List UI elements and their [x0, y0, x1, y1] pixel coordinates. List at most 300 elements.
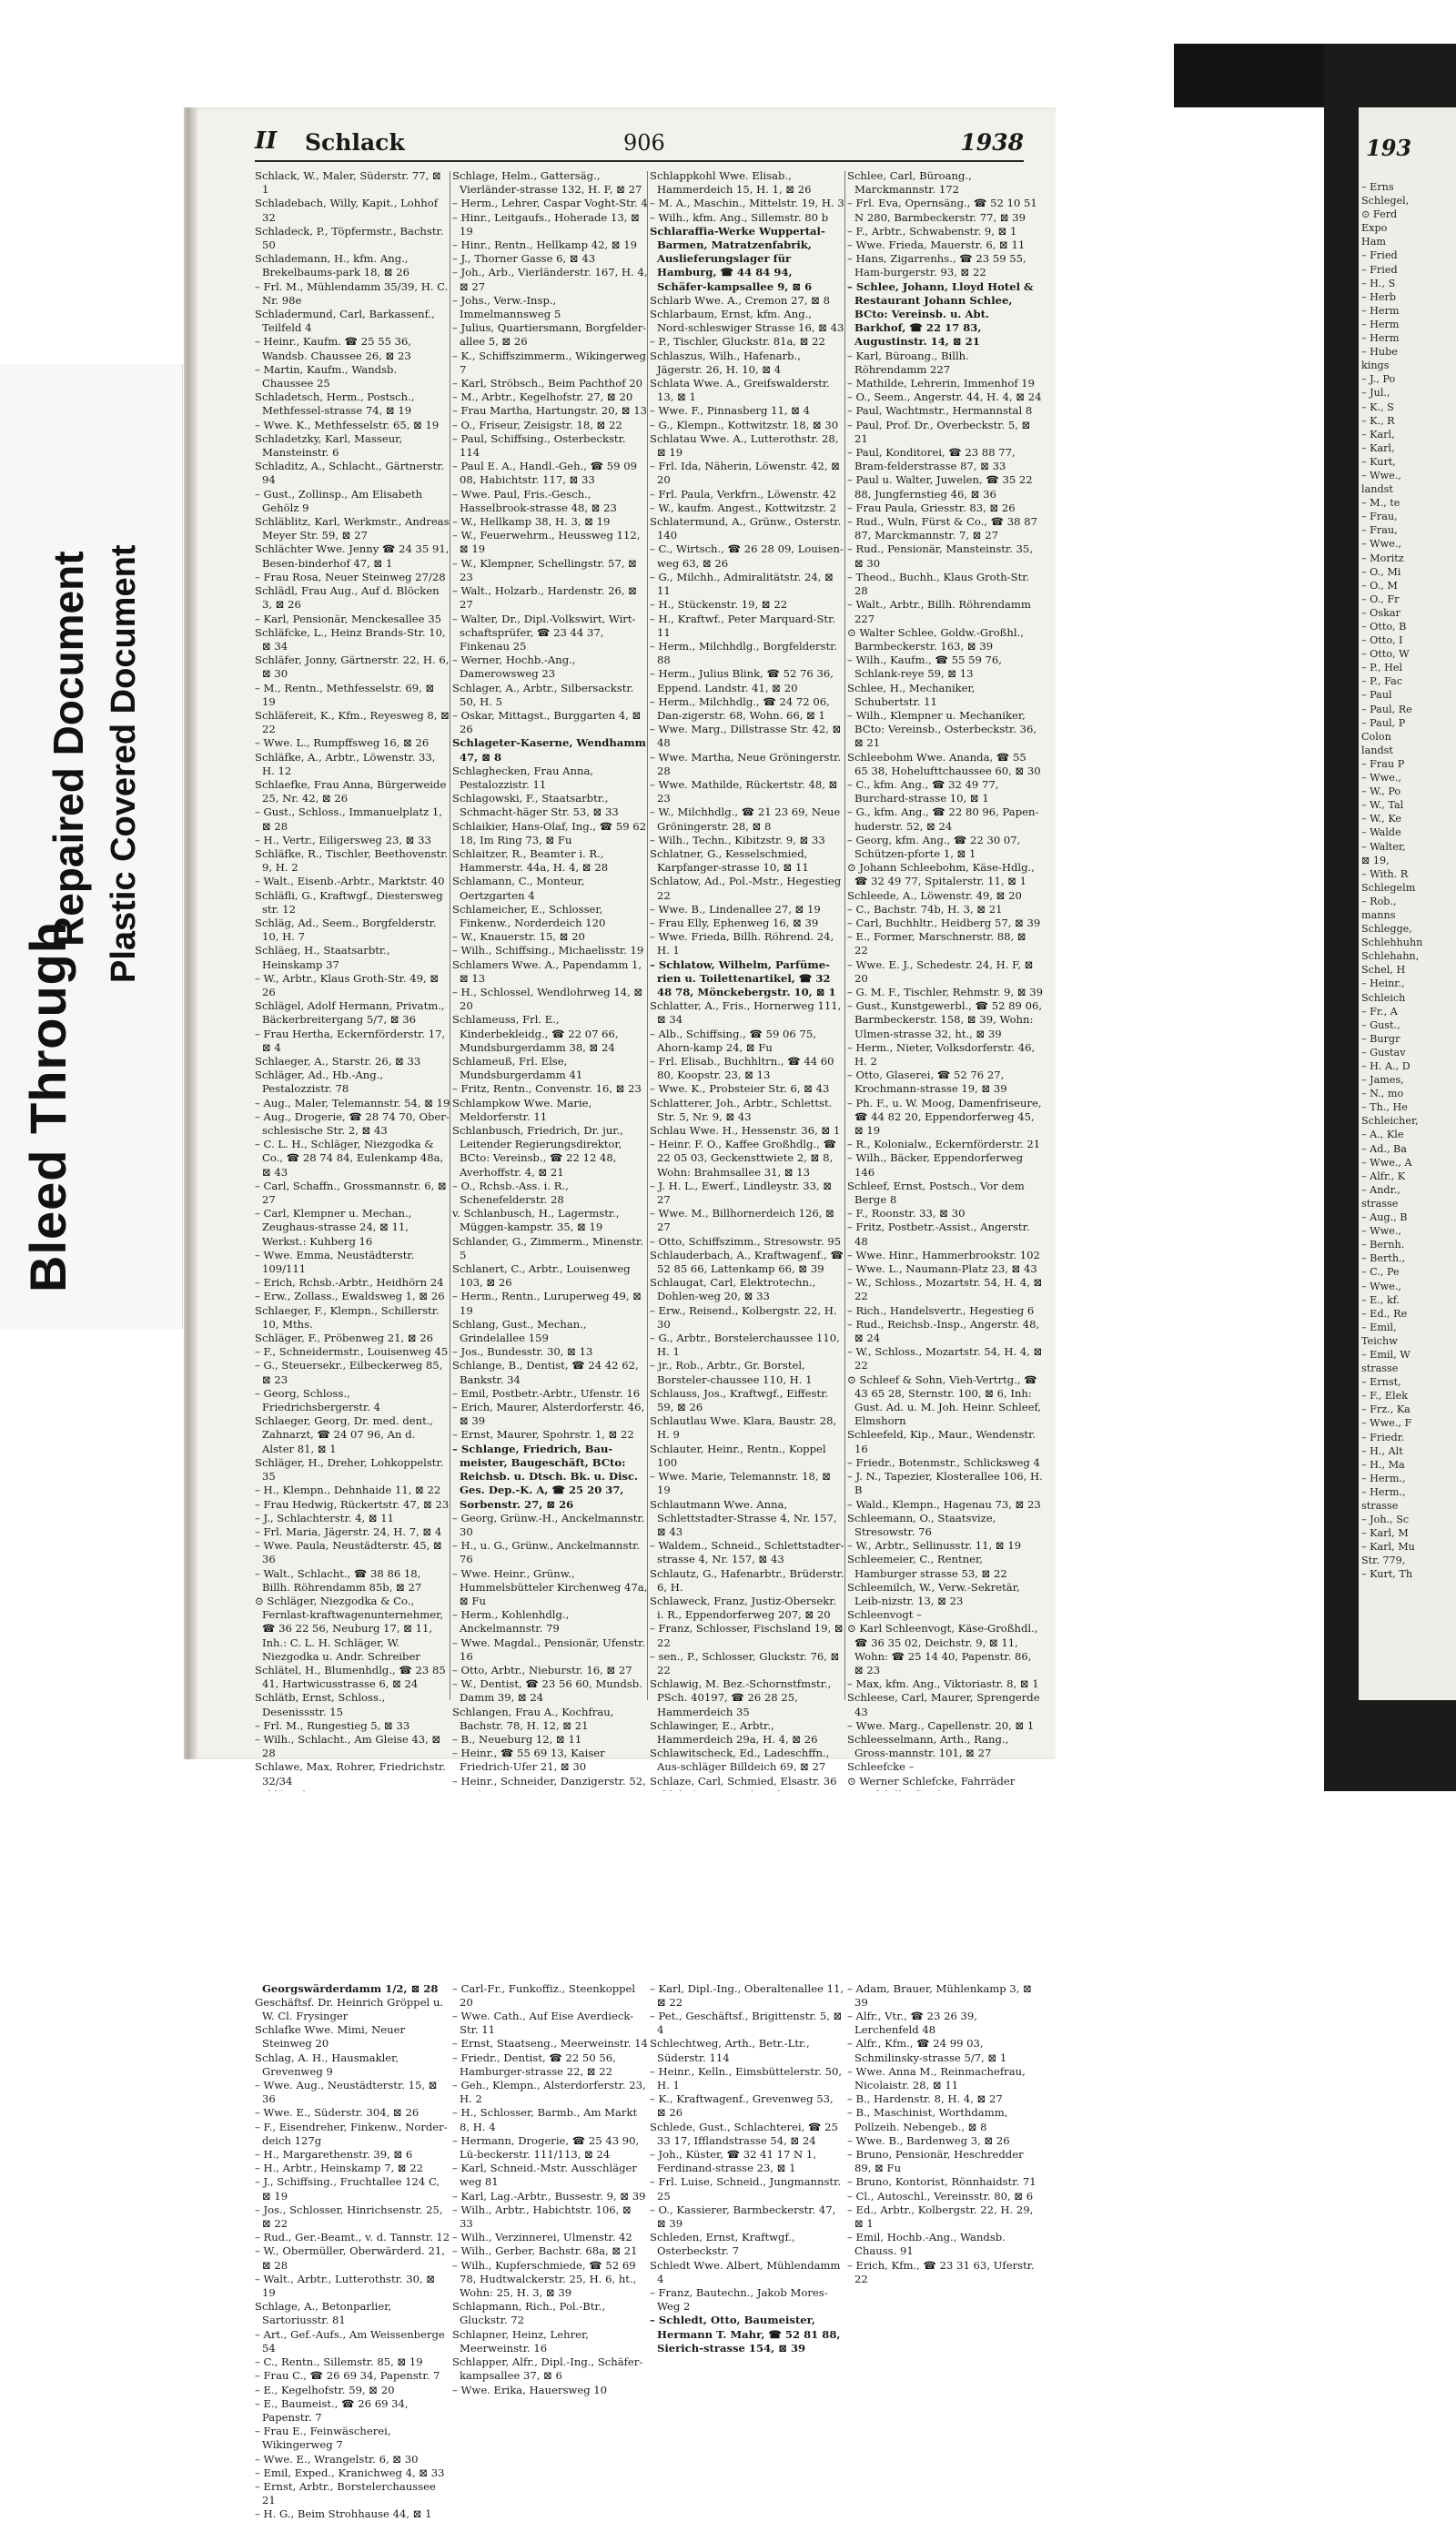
directory-entry: – W., Klempner, Schellingstr. 57, ⊠ 23: [452, 556, 637, 583]
directory-entry: Schläblitz, Karl, Werkmstr., Andreas Meyer Str. 59, ⊠ 27: [255, 515, 450, 542]
directory-page: [184, 107, 1056, 2521]
directory-entry: Schlange, B., Dentist, ☎ 24 42 62, Bankstr. 34: [452, 1359, 639, 1386]
directory-entry: – Wwe. Frieda, Billh. Röhrend. 24, H. 1: [650, 930, 834, 957]
directory-entry: – Wilh., Klempner u. Mechaniker, BCto: Vereinsb., Osterbeckstr. 36, ⊠ 21: [847, 708, 1037, 750]
directory-entry: Schlamers Wwe. A., Papendamm 1, ⊠ 13: [452, 957, 642, 985]
directory-entry: – Wwe. Paul, Fris.-Gesch., Hasselbrook-strasse 48, ⊠ 23: [452, 487, 617, 514]
directory-entry: – Wwe. B., Lindenallee 27, ⊠ 19: [650, 902, 821, 916]
directory-entry: – Walt., Arbtr., Billh. Röhrendamm 227: [847, 598, 1031, 625]
directory-entry: – G., Klempn., Kottwitzstr. 18, ⊠ 30: [650, 418, 839, 431]
directory-entry: – Frau Hedwig, Rückertstr. 47, ⊠ 23: [255, 1497, 450, 1511]
facing-page-line: – Herm.,: [1361, 1485, 1406, 1498]
facing-page-line: – Wwe.,: [1361, 1225, 1401, 1238]
directory-entry: – K., Schiffszimmerm., Wikingerweg 7: [452, 349, 646, 376]
directory-entry: – Bruno, Pensionär, Heschredder 89, ⊠ Fu: [847, 2148, 1024, 2175]
directory-entry: Schlatow, Ad., Pol.-Mstr., Hegestieg 22: [650, 875, 842, 902]
directory-entry: – Hermann, Drogerie, ☎ 25 43 90, Lü-beckerstr. 111/113, ⊠ 24: [452, 2133, 640, 2162]
directory-entry: – Frl. Luise, Schneid., Jungmannstr. 25: [650, 2175, 842, 2203]
directory-entry: ⊙ Werner Schlefcke, Fahrräder: [847, 1774, 1016, 1788]
directory-entry: – Hans, Zigarrenhs., ☎ 23 59 55, Ham-burgerstr. 93, ⊠ 22: [847, 252, 1026, 279]
directory-entry: – F., Schneidermstr., Louisenweg 45: [255, 1345, 449, 1359]
directory-entry: – Walt., Holzarb., Hardenstr. 26, ⊠ 27: [452, 584, 637, 612]
directory-entry: Geschäftsf. Dr. Heinrich Gröppel u. W. Cl. Frysinger: [255, 1995, 444, 2023]
directory-entry: – Frl. M., Mühlendamm 35/39, H. C. Nr. 98e: [255, 279, 449, 307]
directory-entry: – Herm., Julius Blink, ☎ 52 76 36, Eppend. Landstr. 41, ⊠ 20: [650, 667, 834, 694]
directory-entry: – M. A., Maschin., Mittelstr. 19, H. 3: [650, 197, 844, 210]
directory-entry: – H., Kraftwf., Peter Marquard-Str. 11: [650, 612, 836, 639]
facing-page-line: – Jul.,: [1361, 387, 1390, 400]
directory-entry: – Otto, Arbtr., Nieburstr. 16, ⊠ 27: [452, 1663, 632, 1676]
directory-entry: – Erich, Maurer, Alsterdorferstr. 46, ⊠ 39: [452, 1401, 645, 1428]
directory-entry: Schlägel, Adolf Hermann, Privatm., Bäckerbreitergang 5/7, ⊠ 36: [255, 999, 445, 1027]
directory-entry: – Herm., Milchhdlg., ☎ 24 72 06, Dan-zigerstr. 68, Wohn. 66, ⊠ 1: [650, 694, 830, 722]
directory-entry: – Heinr., ☎ 55 69 13, Kaiser Friedrich-Ufer 21, ⊠ 30: [452, 1747, 605, 1774]
facing-page-line: – Herm: [1361, 318, 1400, 330]
directory-entry: – P., Tischler, Gluckstr. 81a, ⊠ 22: [650, 335, 825, 349]
directory-entry: Schlanert, C., Arbtr., Louisenweg 103, ⊠ 26: [452, 1262, 631, 1290]
directory-entry: – C., Rentn., Sillemstr. 85, ⊠ 19: [255, 2355, 423, 2369]
directory-entry: – Erw., Reisend., Kolbergstr. 22, H. 30: [650, 1303, 837, 1331]
directory-entry: – R., Kolonialw., Eckernförderstr. 21: [847, 1138, 1041, 1151]
directory-entry: Schläfer, Jonny, Gärtnerstr. 22, H. 6, ⊠ 30: [255, 653, 450, 681]
directory-entry: – Carl-Fr., Funkoffiz., Steenkoppel 20: [452, 1981, 636, 2009]
column-1: [255, 169, 450, 2521]
header-year: 1938: [960, 129, 1024, 156]
directory-entry: – Wwe. Erika, Hauersweg 10: [452, 2383, 608, 2396]
directory-entry: Schlaghecken, Frau Anna, Pestalozzistr. 11: [452, 764, 594, 791]
directory-entry: – Wwe. B., Bardenweg 3, ⊠ 26: [847, 2133, 1010, 2147]
directory-entry: – Karl, Pensionär, Menckesallee 35: [255, 612, 441, 625]
facing-page-line: Ham: [1361, 236, 1387, 248]
directory-entry: – H., Schlosser, Barmb., Am Markt 8, H. 4: [452, 2106, 638, 2133]
directory-entry: Schläfke, A., Arbtr., Löwenstr. 33, H. 12: [255, 750, 436, 777]
directory-entry: – Wwe. Marg., Capellenstr. 20, ⊠ 1: [847, 1718, 1035, 1732]
directory-entry: – Frl. Maria, Jägerstr. 24, H. 7, ⊠ 4: [255, 1524, 442, 1538]
directory-entry: – E., Kegelhofstr. 59, ⊠ 20: [255, 2383, 395, 2396]
directory-entry: Schlamann, C., Monteur, Oertzgarten 4: [452, 875, 585, 902]
directory-entry: – Wwe. Cath., Auf Eise Averdieck-Str. 11: [452, 2010, 634, 2037]
directory-entry: – W., Dentist, ☎ 23 56 60, Mundsb. Damm 39, ⊠ 24: [452, 1677, 642, 1705]
facing-page-lines: [1361, 180, 1456, 1582]
directory-entry: Schlee, H., Mechaniker, Schubertstr. 11: [847, 681, 976, 708]
directory-entry: – O., Rchsb.-Ass. i. R., Schenefelderstr. 28: [452, 1179, 569, 1207]
directory-entry: Schlager, A., Arbtr., Silbersackstr. 50, H. 5: [452, 681, 634, 708]
facing-page-line: – Karl,: [1361, 428, 1395, 441]
directory-entry: Schleemann, O., Staatsvize, Stresowstr. 76: [847, 1511, 996, 1538]
directory-entry: – W., Schloss., Mozartstr. 54, H. 4, ⊠ 22: [847, 1345, 1043, 1372]
directory-entry: Schlang, Gust., Mechan., Grindelallee 159: [452, 1317, 587, 1345]
directory-entry: – Emil, Exped., Kranichweg 4, ⊠ 33: [255, 2466, 445, 2479]
directory-entry: – B., Neueburg 12, ⊠ 11: [452, 1732, 582, 1746]
directory-entry: – Erich, Kfm., ☎ 23 31 63, Uferstr. 22: [847, 2258, 1035, 2285]
facing-page-line: – Aug., B: [1361, 1211, 1408, 1224]
facing-page-line: – Wwe.,: [1361, 772, 1401, 785]
directory-entry: – Walter, Dr., Dipl.-Volkswirt, Wirt-schaftsprüfer, ☎ 23 44 37, Finkenau 25: [452, 612, 636, 653]
directory-entry: – E., Former, Marschnerstr. 88, ⊠ 22: [847, 930, 1026, 957]
directory-entry: – Otto, Glaserei, ☎ 52 76 27, Krochmann-strasse 19, ⊠ 39: [847, 1069, 1007, 1096]
facing-page-line: – Alfr., K: [1361, 1170, 1406, 1182]
directory-entry: – Alfr., Vtr., ☎ 23 26 39, Lerchenfeld 48: [847, 2010, 977, 2037]
facing-page-line: – Ad., Ba: [1361, 1142, 1407, 1155]
directory-entry: – Alfr., Kfm., ☎ 24 99 03, Schmilinsky-strasse 5/7, ⊠ 1: [847, 2037, 1007, 2064]
facing-page-line: – W., Po: [1361, 785, 1401, 798]
directory-entry: – Aug., Drogerie, ☎ 28 74 70, Ober-schlesische Str. 2, ⊠ 43: [255, 1109, 450, 1138]
directory-entry: Schläger, H., Dreher, Lohkoppelstr. 35: [255, 1455, 444, 1484]
header-section-letter: II: [255, 127, 278, 155]
directory-entry: Schlawe, Max, Rohrer, Friedrichstr. 32/34: [255, 1760, 446, 1788]
directory-entry: Schlautlau Wwe. Klara, Baustr. 28, H. 9: [650, 1414, 837, 1442]
directory-entry: ⊙ Karl Schleenvogt, Käse-Großhdl., ☎ 36 35 02, Deichstr. 9, ⊠ 11, Wohn: ☎ 25 14 40, Papenstr. 86, ⊠ 23: [847, 1622, 1038, 1676]
directory-entry: – J., Thorner Gasse 6, ⊠ 43: [452, 252, 596, 266]
directory-entry: Schlampkow Wwe. Marie, Meldorferstr. 11: [452, 1096, 592, 1123]
facing-page-line: landst: [1361, 744, 1393, 756]
facing-page-line: – W., Tal: [1361, 799, 1404, 812]
directory-entry: – Ed., Arbtr., Kolbergstr. 22, H. 29, ⊠ 1: [847, 2203, 1034, 2231]
directory-entry: Schlapper, Alfr., Dipl.-Ing., Schäfer-kampsallee 37, ⊠ 6: [452, 2355, 643, 2383]
directory-entry: – Joh., Arb., Vierländerstr. 167, H. 4, ⊠ 27: [452, 266, 648, 293]
facing-page-line: – Otto, W: [1361, 648, 1410, 661]
directory-entry: – Georg, Schloss., Friedrichsbergerstr. 4: [255, 1386, 381, 1414]
facing-page-line: – Otto, I: [1361, 634, 1403, 647]
directory-entry: Schleese, Carl, Maurer, Sprengerde 43: [847, 1691, 1040, 1718]
facing-page-line: – W., Ke: [1361, 813, 1402, 825]
directory-entry: Schlatau Wwe. A., Lutterothstr. 28, ⊠ 19: [650, 431, 839, 460]
directory-entry: – Wilh., Kupferschmiede, ☎ 52 69 78, Hudtwalckerstr. 25, H. 6, ht., Wohn: 25, H. 3, ⊠ 39: [452, 2258, 637, 2300]
facing-page-line: – M., te: [1361, 497, 1400, 510]
directory-entry: – Carl, Buchhltr., Heidberg 57, ⊠ 39: [847, 916, 1041, 929]
directory-entry: – Paul, Prof. Dr., Overbeckstr. 5, ⊠ 21: [847, 418, 1031, 445]
directory-entry: – W., Obermüller, Oberwärderd. 21, ⊠ 28: [255, 2244, 445, 2272]
directory-entry: – jr., Rob., Arbtr., Gr. Borstel, Borsteler-chaussee 110, H. 1: [650, 1359, 813, 1386]
directory-entry: – J., Schlachterstr. 4, ⊠ 11: [255, 1511, 394, 1524]
directory-entry: – Martin, Kaufm., Wandsb. Chaussee 25: [255, 362, 398, 390]
facing-page-line: – Karl, M: [1361, 1527, 1409, 1540]
facing-page-line: – K., S: [1361, 400, 1394, 413]
directory-entry: – W., Feuerwehrm., Heussweg 112, ⊠ 19: [452, 529, 641, 556]
directory-entry: Schlage, Helm., Gattersäg., Vierländer-strasse 132, H. F, ⊠ 27: [452, 169, 642, 197]
directory-entry: Schlauss, Jos., Kraftwgf., Eiffestr. 59, ⊠ 26: [650, 1386, 829, 1414]
directory-entry: – Karl, Büroang., Billh. Röhrendamm 227: [847, 349, 969, 376]
directory-entry: Schlätel, H., Blumenhdlg., ☎ 23 85 41, Hartwicusstrasse 6, ⊠ 24: [255, 1663, 446, 1691]
directory-entry: – Wwe. L., Rumpffsweg 16, ⊠ 26: [255, 736, 430, 750]
scan-labels: [0, 364, 182, 1329]
directory-entry: – Waldem., Schneid., Schlettstadter-strasse 4, Nr. 157, ⊠ 43: [650, 1539, 844, 1566]
directory-entry: Schlaweck, Franz, Justiz-Obersekr. i. R., Eppendorferweg 207, ⊠ 20: [650, 1594, 837, 1622]
directory-entry: Schlaeger, A., Starstr. 26, ⊠ 33: [255, 1055, 421, 1068]
directory-entry: – W., Knauerstr. 15, ⊠ 20: [452, 930, 585, 944]
directory-entry: – G. M. F., Tischler, Rehmstr. 9, ⊠ 39: [847, 985, 1043, 998]
directory-entry: – W., kaufm. Angest., Kottwitzstr. 2: [650, 501, 836, 514]
directory-entry: – Frl. M., Rungestieg 5, ⊠ 33: [255, 1718, 410, 1732]
directory-entry: Schläfli, G., Kraftwgf., Diestersweg str. 12: [255, 888, 443, 916]
directory-entry: Schleebohm Wwe. Ananda, ☎ 55 65 38, Hohelufttchaussee 60, ⊠ 30: [847, 750, 1041, 777]
directory-entry: – Ernst, Maurer, Spohrstr. 1, ⊠ 22: [452, 1428, 634, 1442]
directory-entry: – Friedr., Dentist, ☎ 22 50 56, Hamburger-strasse 22, ⊠ 22: [452, 2051, 616, 2078]
directory-entry: – Wwe. K., Methfesselstr. 65, ⊠ 19: [255, 418, 440, 431]
facing-page-line: – Paul, Re: [1361, 703, 1412, 715]
bleed-through-label: Bleed Through: [19, 920, 76, 1292]
directory-entry: – Wwe. Aug., Neustädterstr. 15, ⊠ 36: [255, 2079, 438, 2106]
directory-entry: – Geh., Klempn., Alsterdorferstr. 23, H. 2: [452, 2079, 646, 2106]
directory-entry: Schladebach, Willy, Kapit., Lohhof 32: [255, 197, 438, 224]
directory-entry: Schlaikier, Hans-Olaf, Ing., ☎ 59 62 18, Im Ring 73, ⊠ Fu: [452, 819, 647, 846]
directory-entry: – Rud., Ger.-Beamt., v. d. Tannstr. 12: [255, 2231, 450, 2244]
directory-entry: – Herm., Rentn., Luruperweg 49, ⊠ 19: [452, 1290, 642, 1317]
facing-page-line: – Herm.,: [1361, 1472, 1406, 1484]
directory-entry: – Ernst, Arbtr., Borstelerchaussee 21: [255, 2479, 436, 2507]
directory-entry: – Pet., Geschäftsf., Brigittenstr. 5, ⊠ 4: [650, 2010, 843, 2037]
facing-page-line: – Bernh.: [1361, 1239, 1405, 1251]
directory-entry: – O., Kassierer, Barmbeckerstr. 47, ⊠ 39: [650, 2203, 836, 2231]
facing-page-line: ⊠ 19,: [1361, 854, 1390, 866]
directory-entry: – Wilh., Techn., Kibitzstr. 9, ⊠ 33: [650, 833, 825, 846]
directory-entry: Schlademann, H., kfm. Ang., Brekelbaums-park 18, ⊠ 26: [255, 252, 410, 279]
facing-page-line: – Karl,: [1361, 441, 1395, 454]
directory-entry: Schladitz, A., Schlacht., Gärtnerstr. 94: [255, 460, 445, 487]
facing-page-line: Colon: [1361, 730, 1391, 743]
directory-entry: – M., Rentn., Methfesselstr. 69, ⊠ 19: [255, 681, 435, 708]
directory-entry: – Wilh., kfm. Ang., Sillemstr. 80 b: [650, 210, 829, 224]
facing-page-line: – Fr., A: [1361, 1005, 1398, 1018]
directory-entry: – Wwe. Marie, Telemannstr. 18, ⊠ 19: [650, 1470, 832, 1497]
directory-entry: Schlautmann Wwe. Anna, Schlettstadter-Strasse 4, Nr. 157, ⊠ 43: [650, 1497, 837, 1538]
facing-page-line: – Heinr.,: [1361, 977, 1405, 990]
directory-entry: – Karl, Ströbsch., Beim Pachthof 20: [452, 377, 642, 390]
directory-entry: – O., Friseur, Zeisigstr. 18, ⊠ 22: [452, 418, 622, 431]
directory-entry: – Franz, Schlosser, Fischsland 19, ⊠ 22: [650, 1622, 844, 1649]
directory-entry: Schlatner, G., Kesselschmied, Karpfanger-strasse 10, ⊠ 11: [650, 846, 809, 875]
directory-entry: – Frau C., ☎ 26 69 34, Papenstr. 7: [255, 2369, 440, 2383]
scan-bottom-margin: [0, 1791, 1456, 1981]
directory-entry: – Wwe. K., Probsteier Str. 6, ⊠ 43: [650, 1082, 830, 1096]
directory-entry: ⊙ Schleef & Sohn, Vieh-Vertrtg., ☎ 43 65 28, Sternstr. 100, ⊠ 6, Inh: Gust. Ad. u. M. Joh. Heinr. Schleef, Elmshorn: [847, 1372, 1042, 1428]
facing-page-line: landst: [1361, 483, 1393, 496]
facing-page-line: Schlegge,: [1361, 923, 1412, 936]
directory-entry: Schläger, F., Pröbenweg 21, ⊠ 26: [255, 1332, 433, 1345]
directory-entry: Schlawitscheck, Ed., Ladeschffn., Aus-schläger Billdeich 69, ⊠ 27: [650, 1747, 830, 1774]
directory-entry: – Wwe. Marg., Dillstrasse Str. 42, ⊠ 48: [650, 723, 842, 750]
facing-page-line: – Frau,: [1361, 524, 1398, 537]
directory-entry: Schlameicher, E., Schlosser, Finkenw., Norderdeich 120: [452, 902, 606, 929]
facing-page-line: – H., S: [1361, 277, 1396, 289]
facing-page-line: – Emil,: [1361, 1321, 1397, 1333]
directory-entry: – E., Baumeist., ☎ 26 69 34, Papenstr. 7: [255, 2396, 409, 2424]
directory-entry: – Hinr., Rentn., Hellkamp 42, ⊠ 19: [452, 238, 638, 252]
directory-entry: – Wwe. Hinr., Hammerbrookstr. 102: [847, 1248, 1040, 1261]
directory-entry: – Jos., Schlosser, Hinrichsenstr. 25, ⊠ 22: [255, 2203, 443, 2231]
facing-page-line: – Wwe., A: [1361, 1156, 1412, 1169]
directory-entry: – Paul, Wachtmstr., Hermannstal 8: [847, 404, 1033, 418]
directory-entry: Schlawinger, E., Arbtr., Hammerdeich 29a, H. 4, ⊠ 26: [650, 1718, 818, 1746]
facing-page-line: – With. R: [1361, 867, 1409, 880]
directory-entry: Schläfke, R., Tischler, Beethovenstr. 9, H. 2: [255, 846, 449, 875]
directory-entry: Schlee, Carl, Büroang., Marckmannstr. 172: [847, 169, 972, 197]
directory-entry: – B., Maschinist, Worthdamm, Pollzeih. Nebengeb., ⊠ 8: [847, 2106, 1008, 2133]
directory-entry: – Carl, Schaffn., Grossmannstr. 6, ⊠ 27: [255, 1179, 447, 1207]
directory-entry: – Frau Elly, Ephenweg 16, ⊠ 39: [650, 916, 819, 929]
facing-page-line: – Ernst,: [1361, 1376, 1401, 1389]
directory-entry: – Joh., Küster, ☎ 32 41 17 N 1, Ferdinand-strasse 23, ⊠ 1: [650, 2148, 816, 2175]
directory-entry: Schläeg, H., Staatsarbtr., Heinskamp 37: [255, 944, 390, 971]
directory-entry: – B., Hardenstr. 8, H. 4, ⊠ 27: [847, 2092, 1003, 2106]
directory-entry: – Wilh., Schiffsing., Michaelisstr. 19: [452, 944, 644, 957]
directory-entry: – Jos., Bundesstr. 30, ⊠ 13: [452, 1345, 593, 1359]
directory-entry: Schläger, Ad., Hb.-Ang., Pestalozzistr. 78: [255, 1069, 384, 1096]
directory-entry: Schlaefke, Frau Anna, Bürgerweide 25, Nr. 42, ⊠ 26: [255, 777, 447, 805]
directory-entry: Schlaeger, Georg, Dr. med. dent., Zahnarzt, ☎ 24 07 96, An d. Alster 81, ⊠ 1: [255, 1414, 434, 1455]
directory-entry: Schlack, W., Maler, Süderstr. 77, ⊠ 1: [255, 169, 441, 197]
directory-entry: Schlechtweg, Arth., Betr.-Ltr., Süderstr. 114: [650, 2037, 810, 2064]
directory-entry: – W., Milchhdlg., ☎ 21 23 69, Neue Gröningerstr. 28, ⊠ 8: [650, 805, 841, 833]
directory-entry: – Gust., Zollinsp., Am Elisabeth Gehölz 9: [255, 487, 423, 514]
directory-entry: – Wwe. Emma, Neustädterstr. 109/111: [255, 1248, 415, 1276]
directory-entry: Schlameuß, Frl. Else, Mundsburgerdamm 41: [452, 1055, 583, 1082]
directory-entry: – C., Wirtsch., ☎ 26 28 09, Louisen-weg 63, ⊠ 26: [650, 542, 844, 570]
directory-entry: – Rud., Pensionär, Mansteinstr. 35, ⊠ 30: [847, 542, 1033, 570]
directory-entry: Schleefcke –: [847, 1760, 915, 1774]
directory-entry: Schlautz, G., Hafenarbtr., Brüderstr. 6, H.: [650, 1566, 844, 1594]
directory-entry: – Herm., Milchhdlg., Borgfelderstr. 88: [650, 639, 838, 667]
facing-page-line: – Burgr: [1361, 1032, 1400, 1045]
directory-entry: – Friedr., Botenmstr., Schlicksweg 4: [847, 1455, 1040, 1469]
directory-entry: – Schlange, Friedrich, Bau-meister, Baugeschäft, BCto: Reichsb. u. Dtsch. Bk. u. Disc. Ges. Dep.-K. A, ☎ 25 20 37, Sorbenstr. 27, ⊠ 26: [452, 1442, 639, 1511]
facing-page-line: – Frau P: [1361, 757, 1405, 770]
facing-page-line: – Fried: [1361, 263, 1398, 276]
directory-entry: – Wald., Klempn., Hagenau 73, ⊠ 23: [847, 1497, 1041, 1511]
facing-page-line: Schlegel,: [1361, 195, 1410, 208]
facing-page-line: – Ed., Re: [1361, 1307, 1408, 1320]
header-catchword: Schlack: [305, 129, 405, 156]
directory-entry: Schlangen, Frau A., Kochfrau, Bachstr. 78, H. 12, ⊠ 21: [452, 1705, 614, 1732]
facing-page-line: – N., mo: [1361, 1088, 1404, 1100]
directory-entry: Schlauter, Heinr., Rentn., Koppel 100: [650, 1442, 826, 1469]
directory-entry: Schlädl, Frau Aug., Auf d. Blöcken 3, ⊠ 26: [255, 584, 440, 612]
facing-page-line: – Gustav: [1361, 1046, 1406, 1058]
directory-entry: – Aug., Maler, Telemannstr. 54, ⊠ 19: [255, 1096, 450, 1109]
facing-page-line: – Gust.,: [1361, 1018, 1400, 1031]
directory-entry: – Max, kfm. Ang., Viktoriastr. 8, ⊠ 1: [847, 1677, 1039, 1691]
directory-entry: Schlau Wwe. H., Hessenstr. 36, ⊠ 1: [650, 1124, 841, 1138]
directory-entry: – Frl. Ida, Näherin, Löwenstr. 42, ⊠ 20: [650, 460, 840, 487]
directory-entry: Schleenvogt –: [847, 1608, 922, 1622]
facing-page-line: Schlegelm: [1361, 881, 1416, 894]
directory-entry: Schlag, A. H., Hausmakler, Grevenweg 9: [255, 2051, 399, 2078]
facing-page-line: Schlehhuhn: [1361, 937, 1423, 949]
directory-entry: – Paul E. A., Handl.-Geh., ☎ 59 09 08, Habichtstr. 117, ⊠ 33: [452, 460, 637, 487]
directory-entry: – H., Klempn., Dehnhaide 11, ⊠ 22: [255, 1484, 441, 1497]
facing-page-line: – Fried: [1361, 249, 1398, 262]
directory-entry: – Fritz, Rentn., Convenstr. 16, ⊠ 23: [452, 1082, 642, 1096]
directory-entry: – Julius, Quartiersmann, Borgfelder-allee 5, ⊠ 26: [452, 321, 647, 349]
directory-entry: – Frl. Eva, Opernsäng., ☎ 52 10 51 N 280, Barmbeckerstr. 77, ⊠ 39: [847, 197, 1037, 224]
facing-page-line: – Frau,: [1361, 511, 1398, 523]
directory-entry: – Wwe. Paula, Neustädterstr. 45, ⊠ 36: [255, 1539, 442, 1566]
directory-entry: – Alb., Schiffsing., ☎ 59 06 75, Ahorn-kamp 24, ⊠ Fu: [650, 1027, 816, 1054]
directory-entry: – H., Arbtr., Heinskamp 7, ⊠ 22: [255, 2162, 424, 2175]
page-number: 906: [623, 130, 665, 156]
directory-entry: – F., Eisendreher, Finkenw., Norder-deich 127g: [255, 2120, 448, 2147]
directory-entry: – Wwe. E. J., Schedestr. 24, H. F, ⊠ 20: [847, 957, 1034, 985]
directory-entry: ⊙ Walter Schlee, Goldw.-Großhl., Barmbeckerstr. 163, ⊠ 39: [847, 625, 1024, 653]
directory-entry: Schladermund, Carl, Barkassenf., Teilfeld 4: [255, 308, 435, 335]
directory-entry: Schlander, G., Zimmerm., Minenstr. 5: [452, 1234, 643, 1261]
directory-entry: – Paul, Konditorei, ☎ 23 88 77, Bram-felderstrasse 87, ⊠ 33: [847, 446, 1016, 473]
directory-entry: – H., u. G., Grünw., Anckelmannstr. 76: [452, 1539, 641, 1566]
facing-page-line: – Frz., Ka: [1361, 1403, 1410, 1416]
directory-entry: Schlaze, Carl, Schmied, Elsastr. 36: [650, 1774, 837, 1788]
directory-entry: – sen., P., Schlosser, Gluckstr. 76, ⊠ 22: [650, 1649, 840, 1676]
facing-page-line: – K., R: [1361, 414, 1395, 427]
directory-entry: Schlauderbach, A., Kraftwagenf., ☎ 52 85 66, Lattenkamp 66, ⊠ 39: [650, 1248, 844, 1276]
page-header: [255, 127, 1024, 162]
directory-entry: – Wwe. F., Pinnasberg 11, ⊠ 4: [650, 404, 810, 418]
directory-entry: – G., Milchh., Admiralitätstr. 24, ⊠ 11: [650, 570, 834, 598]
directory-entry: – Wilh., Kaufm., ☎ 55 59 76, Schlank-reye 59, ⊠ 13: [847, 653, 1002, 681]
directory-entry: Schlätb, Ernst, Schloss., Desenissstr. 15: [255, 1691, 386, 1718]
directory-entry: – Erich, Rchsb.-Arbtr., Heidhörn 24: [255, 1276, 444, 1290]
directory-entry: – Wwe. E., Süderstr. 304, ⊠ 26: [255, 2106, 420, 2120]
directory-entry: – O., Seem., Angerstr. 44, H. 4, ⊠ 24: [847, 390, 1042, 404]
facing-page-edge: [1359, 107, 1456, 1700]
directory-entry: – H., Vertr., Eiligersweg 23, ⊠ 33: [255, 833, 431, 846]
directory-entry: Schladeck, P., Töpfermstr., Bachstr. 50: [255, 224, 444, 252]
directory-entry: – Wwe. Magdal., Pensionär, Ufenstr. 16: [452, 1636, 646, 1663]
column-4: [847, 169, 1043, 2285]
directory-entry: – Oskar, Mittagst., Burggarten 4, ⊠ 26: [452, 708, 642, 736]
directory-entry: Schlarbaum, Ernst, kfm. Ang., Nord-schleswiger Strasse 16, ⊠ 43: [650, 308, 844, 335]
directory-entry: Schlapner, Heinz, Lehrer, Meerweinstr. 16: [452, 2327, 589, 2355]
facing-page-line: ⊙ Ferd: [1361, 208, 1398, 221]
directory-entry: – Walt., Arbtr., Lutterothstr. 30, ⊠ 19: [255, 2272, 436, 2300]
facing-page-line: Schlehahn,: [1361, 950, 1420, 963]
directory-entry: – Herm., Lehrer, Caspar Voght-Str. 4: [452, 197, 648, 210]
directory-entry: – Heinr., Kelln., Eimsbüttelerstr. 50, H. 1: [650, 2064, 843, 2092]
directory-entry: – Heinr., Schneider, Danzigerstr. 52,: [452, 1774, 646, 1788]
directory-entry: – Rud., Wuln, Fürst & Co., ☎ 38 87 87, Marckmannstr. 7, ⊠ 27: [847, 515, 1037, 542]
directory-entry: – Frau E., Feinwäscherei, Wikingerweg 7: [255, 2425, 391, 2452]
facing-page-line: – Otto, B: [1361, 621, 1407, 633]
directory-entry: – Mathilde, Lehrerin, Immenhof 19: [847, 377, 1036, 390]
directory-entry: Schleesselmann, Arth., Rang., Gross-mannstr. 101, ⊠ 27: [847, 1732, 1009, 1760]
directory-entry: – Wwe. Frieda, Mauerstr. 6, ⊠ 11: [847, 238, 1026, 252]
directory-entry: Schleemilch, W., Verw.-Sekretär, Leib-nizstr. 13, ⊠ 23: [847, 1580, 1020, 1607]
directory-entry: – Frl. Elisab., Buchhltrn., ☎ 44 60 80, Koopstr. 23, ⊠ 13: [650, 1055, 834, 1082]
facing-page-line: – Hube: [1361, 346, 1398, 359]
directory-entry: – Rich., Handelsvertr., Hegestieg 6: [847, 1303, 1035, 1317]
directory-entry: – J., Schiffsing., Fruchtallee 124 C, ⊠ 19: [255, 2175, 440, 2203]
facing-page-line: – O., Mi: [1361, 565, 1401, 578]
facing-page-line: – Joh., Sc: [1361, 1514, 1410, 1526]
directory-entry: – W., Schloss., Mozartstr. 54, H. 4, ⊠ 22: [847, 1276, 1043, 1303]
directory-entry: Schlächter Wwe. Jenny ☎ 24 35 91, Besen-binderhof 47, ⊠ 1: [255, 542, 450, 570]
directory-entry: – C., Bachstr. 74b, H. 3, ⊠ 21: [847, 902, 1003, 916]
facing-page-line: – Kurt, Th: [1361, 1568, 1413, 1581]
directory-entry: – F., Arbtr., Schwabenstr. 9, ⊠ 1: [847, 224, 1017, 238]
directory-entry: – Johs., Verw.-Insp., Immelmannsweg 5: [452, 293, 561, 321]
facing-page-line: manns: [1361, 908, 1396, 921]
directory-entry: Schlage, A., Betonparlier, Sartoriusstr. 81: [255, 2300, 392, 2327]
facing-page-line: – Wwe.,: [1361, 1280, 1401, 1292]
directory-entry: Schlaitzer, R., Beamter i. R., Hammerstr. 44a, H. 4, ⊠ 28: [452, 846, 609, 875]
directory-entry: – Walt., Schlacht., ☎ 38 86 18, Billh. Röhrendamm 85b, ⊠ 27: [255, 1566, 422, 1594]
directory-entry: Schleede, A., Löwenstr. 49, ⊠ 20: [847, 888, 1022, 902]
directory-entry: – H., Schlossel, Wendlohrweg 14, ⊠ 20: [452, 985, 643, 1013]
repaired-document-label: Repaired Document: [45, 551, 92, 947]
directory-entry: – J. N., Tapezier, Klosterallee 106, H. B: [847, 1470, 1043, 1497]
facing-page-line: – F., Elek: [1361, 1390, 1408, 1403]
directory-entry: – Franz, Bautechn., Jakob Mores-Weg 2: [650, 2286, 828, 2314]
directory-entry: – Fritz, Postbetr.-Assist., Angerstr. 48: [847, 1220, 1030, 1248]
